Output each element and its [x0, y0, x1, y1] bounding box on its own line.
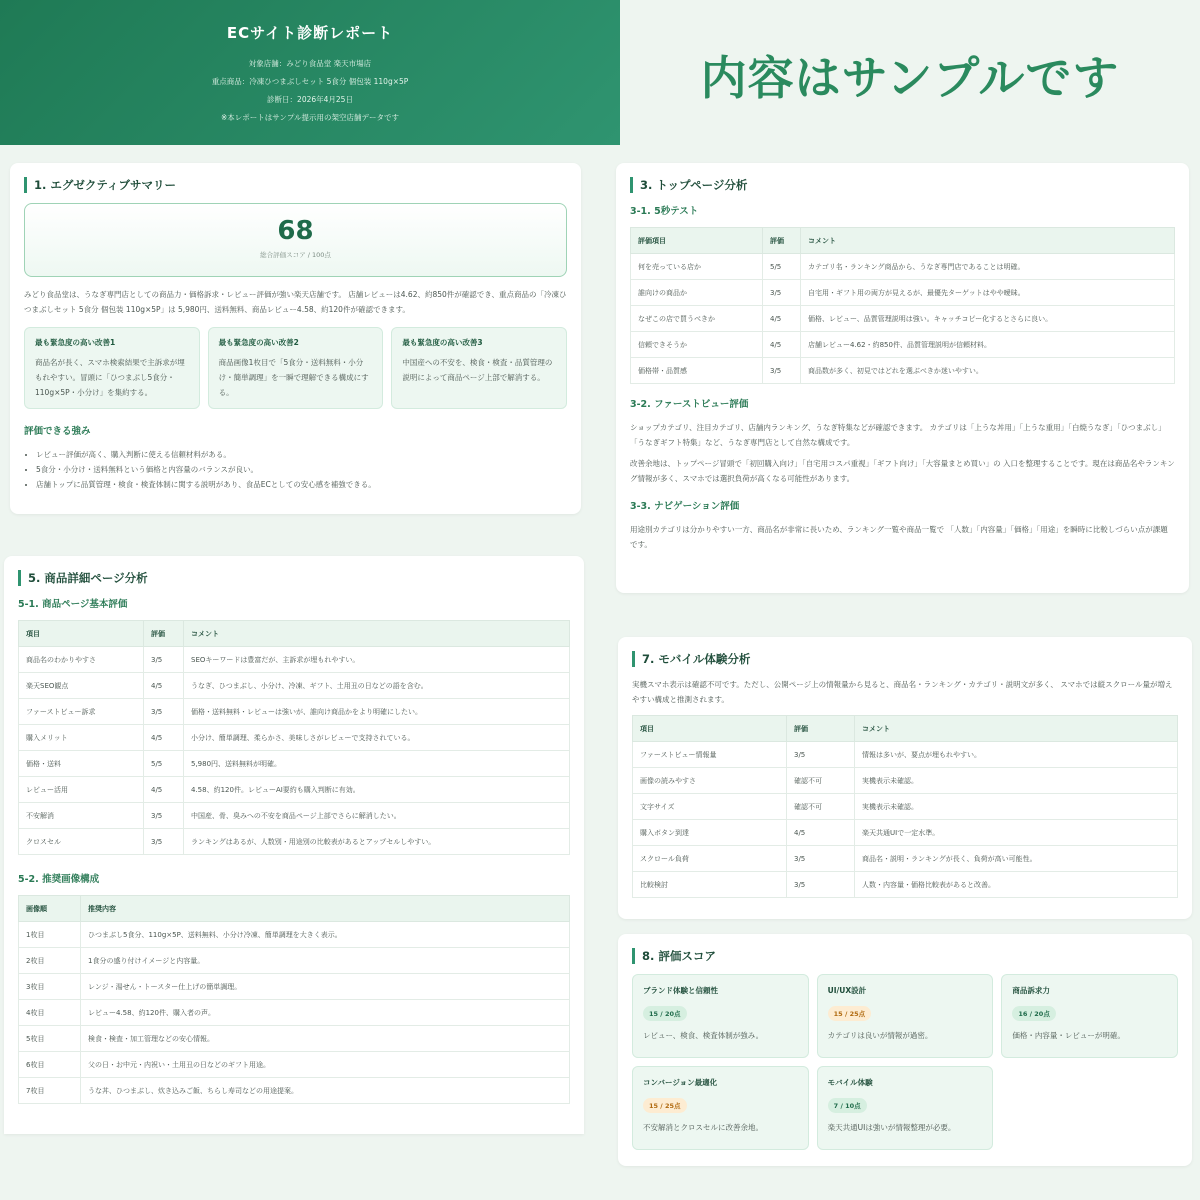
table-cell: 7枚目	[19, 1078, 81, 1104]
table-row	[19, 1052, 570, 1078]
table-cell: 情報は多いが、要点が埋もれやすい。	[855, 742, 1178, 768]
report-header	[0, 0, 620, 145]
table-header: コメント	[855, 716, 1178, 742]
total-score: 68	[277, 216, 314, 246]
section-title: 1. エグゼクティブサマリー	[24, 177, 567, 193]
table-row	[633, 820, 1178, 846]
recommended-image-table	[18, 895, 570, 1104]
table-cell: レビュー4.58、約120件、購入者の声。	[81, 1000, 570, 1026]
table-cell: 小分け、簡単調理、柔らかさ、美味しさがレビューで支持されている。	[184, 725, 570, 751]
improvement-card	[24, 327, 200, 409]
table-cell: 5,980円、送料無料が明確。	[184, 751, 570, 777]
table-row	[19, 974, 570, 1000]
improvement-desc: 商品画像1枚目で「5食分・送料無料・小分け・簡単調理」を一瞬で理解できる構成にする。	[218, 358, 369, 397]
mobile-text: 実機スマホ表示は確認不可です。ただし、公開ページ上の情報量から見ると、商品名・ランキング・カテゴリ・説明文が多く、 スマホでは縦スクロール量が増えやすい構成と推測されます。	[632, 680, 1173, 704]
table-row	[19, 1026, 570, 1052]
table-cell: 5/5	[763, 254, 801, 280]
table-cell: 何を売っている店か	[631, 254, 763, 280]
subsection-title: 3-3. ナビゲーション評価	[630, 501, 740, 512]
table-cell: 画像の読みやすさ	[633, 768, 787, 794]
table-cell: 実機表示未確認。	[855, 794, 1178, 820]
table-cell: 4/5	[763, 306, 801, 332]
table-cell: 6枚目	[19, 1052, 81, 1078]
table-cell: 3/5	[787, 846, 855, 872]
table-row	[19, 777, 570, 803]
table-cell: 5/5	[144, 751, 184, 777]
total-score-box	[24, 203, 567, 277]
table-cell: 4/5	[144, 673, 184, 699]
report-meta	[0, 55, 620, 127]
score-badge: 16 / 20点	[1012, 1006, 1056, 1021]
table-cell: 検食・検査・加工管理などの安心情報。	[81, 1026, 570, 1052]
table-cell: 購入ボタン到達	[633, 820, 787, 846]
score-item-title: 商品訴求力	[1012, 986, 1050, 995]
navigation-text: 用途別カテゴリは分かりやすい一方、商品名が非常に長いため、ランキング一覧や商品一覧で 「人数」「内容量」「価格」「用途」を瞬時に比較しづらい点が課題です。	[630, 525, 1168, 549]
table-row	[19, 829, 570, 855]
sample-note: ※本レポートはサンプル提示用の架空店舗データです	[220, 113, 400, 122]
table-row	[631, 306, 1175, 332]
table-row	[19, 948, 570, 974]
improvement-desc: 中国産への不安を、検食・検査・品質管理の説明によって商品ページ上部で解消する。	[402, 358, 553, 382]
table-row	[19, 725, 570, 751]
diagnosis-date: 診断日：2026年4月25日	[267, 95, 353, 104]
score-item-desc: 楽天共通UIは強いが情報整理が必要。	[827, 1123, 956, 1132]
executive-summary-card	[10, 163, 581, 514]
table-cell: レビュー活用	[19, 777, 144, 803]
table-header: コメント	[801, 228, 1175, 254]
table-cell: 確認不可	[787, 794, 855, 820]
score-badge: 15 / 25点	[643, 1098, 687, 1113]
score-item-title: UI/UX設計	[827, 986, 867, 995]
table-header: 項目	[633, 716, 787, 742]
table-cell: 4/5	[144, 777, 184, 803]
table-cell: 4枚目	[19, 1000, 81, 1026]
first-view-text-1: ショップカテゴリ、注目カテゴリ、店舗内ランキング、うなぎ特集などが確認できます。 カテゴリは「上うな丼用」「上うな重用」「白焼うなぎ」「ひつまぶし」「うなぎギフト特集」など、うなぎ専門店として自然な構成です。	[630, 423, 1166, 447]
table-cell: 3/5	[787, 742, 855, 768]
table-row	[19, 673, 570, 699]
score-item-desc: 価格・内容量・レビューが明確。	[1012, 1031, 1125, 1040]
five-second-test-table	[630, 227, 1175, 384]
strengths-title: 評価できる強み	[24, 426, 91, 437]
table-cell: 価格帯・品質感	[631, 358, 763, 384]
table-row	[19, 751, 570, 777]
urgent-improvements	[24, 327, 567, 409]
score-item-desc: レビュー、検食、検査体制が強み。	[643, 1031, 764, 1040]
list-item: • 5食分・小分け・送料無料という価格と内容量のバランスが良い。	[36, 462, 567, 477]
table-cell: 購入メリット	[19, 725, 144, 751]
table-cell: 3/5	[763, 280, 801, 306]
table-header: 評価項目	[631, 228, 763, 254]
report-title: ECサイト診断レポート	[226, 24, 394, 42]
subsection-title: 3-1. 5秒テスト	[630, 206, 699, 217]
table-cell: ひつまぶし5食分、110g×5P、送料無料、小分け冷凍、簡単調理を大きく表示。	[81, 922, 570, 948]
table-header: 項目	[19, 621, 144, 647]
table-header: 評価	[763, 228, 801, 254]
table-cell: 価格・送料無料・レビューは強いが、誰向け商品かをより明確にしたい。	[184, 699, 570, 725]
improvement-title: 最も緊急度の高い改善1	[35, 338, 116, 347]
table-cell: 誰向けの商品か	[631, 280, 763, 306]
table-cell: ファーストビュー情報量	[633, 742, 787, 768]
table-cell: レンジ・湯せん・トースター仕上げの簡単調理。	[81, 974, 570, 1000]
table-cell: 自宅用・ギフト用の両方が見えるが、最優先ターゲットはやや曖昧。	[801, 280, 1175, 306]
table-cell: 価格、レビュー、品質管理説明は強い。キャッチコピー化するとさらに良い。	[801, 306, 1175, 332]
table-cell: 信頼できそうか	[631, 332, 763, 358]
table-cell: 2枚目	[19, 948, 81, 974]
top-page-analysis-card	[616, 163, 1189, 593]
table-cell: 不安解消	[19, 803, 144, 829]
summary-text: みどり食品堂は、うなぎ専門店としての商品力・価格訴求・レビュー評価が強い楽天店舗です。 店舗レビューは4.62、約850件が確認でき、重点商品の「冷凍ひつまぶしセット 5食分 個包装 110g×5P」は 5,980円、送料無料、商品レビュー4.58、約120件が確認できます。	[24, 290, 567, 314]
table-cell: 1食分の盛り付けイメージと内容量。	[81, 948, 570, 974]
table-cell: クロスセル	[19, 829, 144, 855]
table-cell: カテゴリ名・ランキング商品から、うなぎ専門店であることは明確。	[801, 254, 1175, 280]
table-cell: 文字サイズ	[633, 794, 787, 820]
score-item	[632, 1066, 809, 1150]
table-cell: 中国産、骨、臭みへの不安を商品ページ上部でさらに解消したい。	[184, 803, 570, 829]
table-cell: 3/5	[144, 699, 184, 725]
table-row	[631, 358, 1175, 384]
table-cell: 確認不可	[787, 768, 855, 794]
list-item: • 店舗トップに品質管理・検食・検査体制に関する説明があり、食品ECとしての安心感を補強できる。	[36, 477, 567, 492]
table-cell: 3/5	[144, 647, 184, 673]
table-cell: 4.58、約120件。レビューAI要約も購入判断に有効。	[184, 777, 570, 803]
table-cell: うな丼、ひつまぶし、炊き込みご飯、ちらし寿司などの用途提案。	[81, 1078, 570, 1104]
section-title: 5. 商品詳細ページ分析	[18, 570, 570, 586]
score-item-desc: カテゴリは良いが情報が過密。	[827, 1031, 933, 1040]
table-cell: 3枚目	[19, 974, 81, 1000]
table-row	[633, 794, 1178, 820]
table-header: 推奨内容	[81, 896, 570, 922]
table-cell: ランキングはあるが、人数別・用途別の比較表があるとアップセルしやすい。	[184, 829, 570, 855]
improvement-desc: 商品名が長く、スマホ検索結果で主訴求が埋もれやすい。冒頭に「ひつまぶし5食分・110g×5P・小分け」を集約する。	[35, 358, 185, 397]
score-item	[1001, 974, 1178, 1058]
score-badge: 7 / 10点	[828, 1098, 867, 1113]
table-cell: 3/5	[763, 358, 801, 384]
table-cell: 人数・内容量・価格比較表があると改善。	[855, 872, 1178, 898]
subsection-title: 3-2. ファーストビュー評価	[630, 399, 749, 410]
section-title: 8. 評価スコア	[632, 948, 1178, 964]
table-cell: 店舗レビュー4.62・約850件、品質管理説明が信頼材料。	[801, 332, 1175, 358]
table-cell: 父の日・お中元・内祝い・土用丑の日などのギフト用途。	[81, 1052, 570, 1078]
table-cell: 楽天共通UIで一定水準。	[855, 820, 1178, 846]
section-title: 3. トップページ分析	[630, 177, 1175, 193]
table-header: 評価	[787, 716, 855, 742]
table-cell: 4/5	[763, 332, 801, 358]
table-row	[633, 872, 1178, 898]
score-badge: 15 / 25点	[828, 1006, 872, 1021]
table-cell: 3/5	[787, 872, 855, 898]
improvement-title: 最も緊急度の高い改善3	[402, 338, 483, 347]
table-row	[633, 742, 1178, 768]
target-product: 重点商品：冷凍ひつまぶしセット 5食分 個包装 110g×5P	[211, 77, 409, 86]
table-row	[631, 254, 1175, 280]
table-cell: うなぎ、ひつまぶし、小分け、冷凍、ギフト、土用丑の日などの語を含む。	[184, 673, 570, 699]
table-cell: 商品数が多く、初見ではどれを選ぶべきか迷いやすい。	[801, 358, 1175, 384]
strengths-list	[36, 447, 567, 492]
table-header: 評価	[144, 621, 184, 647]
improvement-card	[391, 327, 567, 409]
table-cell: 1枚目	[19, 922, 81, 948]
score-item-title: コンバージョン最適化	[643, 1078, 718, 1087]
table-row	[19, 922, 570, 948]
table-row	[19, 647, 570, 673]
table-row	[19, 1078, 570, 1104]
mobile-eval-table	[632, 715, 1178, 898]
first-view-text-2: 改善余地は、トップページ冒頭で「初回購入向け」「自宅用コスパ重視」「ギフト向け」「大容量まとめ買い」の 入口を整理することです。現在は商品名やランキング情報が多く、スマホでは選択負荷が高くなる可能性があります。	[630, 459, 1175, 483]
table-cell: ファーストビュー訴求	[19, 699, 144, 725]
table-cell: 商品名・説明・ランキングが長く、負荷が高い可能性。	[855, 846, 1178, 872]
table-cell: 3/5	[144, 803, 184, 829]
total-score-label: 総合評価スコア / 100点	[260, 251, 331, 259]
score-grid	[632, 974, 1178, 1150]
table-cell: 商品名のわかりやすさ	[19, 647, 144, 673]
score-badge: 15 / 20点	[643, 1006, 687, 1021]
improvement-title: 最も緊急度の高い改善2	[218, 338, 299, 347]
sample-label: 内容はサンプルです	[700, 51, 1120, 105]
score-item-title: ブランド体験と信頼性	[643, 986, 718, 995]
mobile-experience-card	[618, 637, 1192, 919]
table-row	[631, 332, 1175, 358]
table-header: 画像順	[19, 896, 81, 922]
subsection-title: 5-2. 推奨画像構成	[18, 874, 100, 885]
table-cell: 4/5	[787, 820, 855, 846]
score-item	[632, 974, 809, 1058]
section-title: 7. モバイル体験分析	[632, 651, 1178, 667]
table-cell: 5枚目	[19, 1026, 81, 1052]
table-cell: なぜこの店で買うべきか	[631, 306, 763, 332]
table-cell: 楽天SEO観点	[19, 673, 144, 699]
score-item	[817, 974, 994, 1058]
table-row	[19, 1000, 570, 1026]
score-item-desc: 不安解消とクロスセルに改善余地。	[643, 1123, 763, 1132]
product-page-eval-table	[18, 620, 570, 855]
table-row	[633, 768, 1178, 794]
table-row	[19, 803, 570, 829]
evaluation-score-card	[618, 934, 1192, 1166]
table-cell: 比較検討	[633, 872, 787, 898]
table-row	[633, 846, 1178, 872]
table-cell: SEOキーワードは豊富だが、主訴求が埋もれやすい。	[184, 647, 570, 673]
improvement-card	[208, 327, 384, 409]
table-cell: 3/5	[144, 829, 184, 855]
table-cell: スクロール負荷	[633, 846, 787, 872]
table-header: コメント	[184, 621, 570, 647]
score-item	[817, 1066, 994, 1150]
table-cell: 4/5	[144, 725, 184, 751]
table-cell: 実機表示未確認。	[855, 768, 1178, 794]
table-row	[631, 280, 1175, 306]
table-row	[19, 699, 570, 725]
store-name: 対象店舗：みどり食品堂 楽天市場店	[248, 59, 372, 68]
subsection-title: 5-1. 商品ページ基本評価	[18, 599, 128, 610]
table-cell: 価格・送料	[19, 751, 144, 777]
list-item: • レビュー評価が高く、購入判断に使える信頼材料がある。	[36, 447, 567, 462]
score-item-title: モバイル体験	[827, 1078, 873, 1087]
product-detail-analysis-card	[4, 556, 584, 1134]
